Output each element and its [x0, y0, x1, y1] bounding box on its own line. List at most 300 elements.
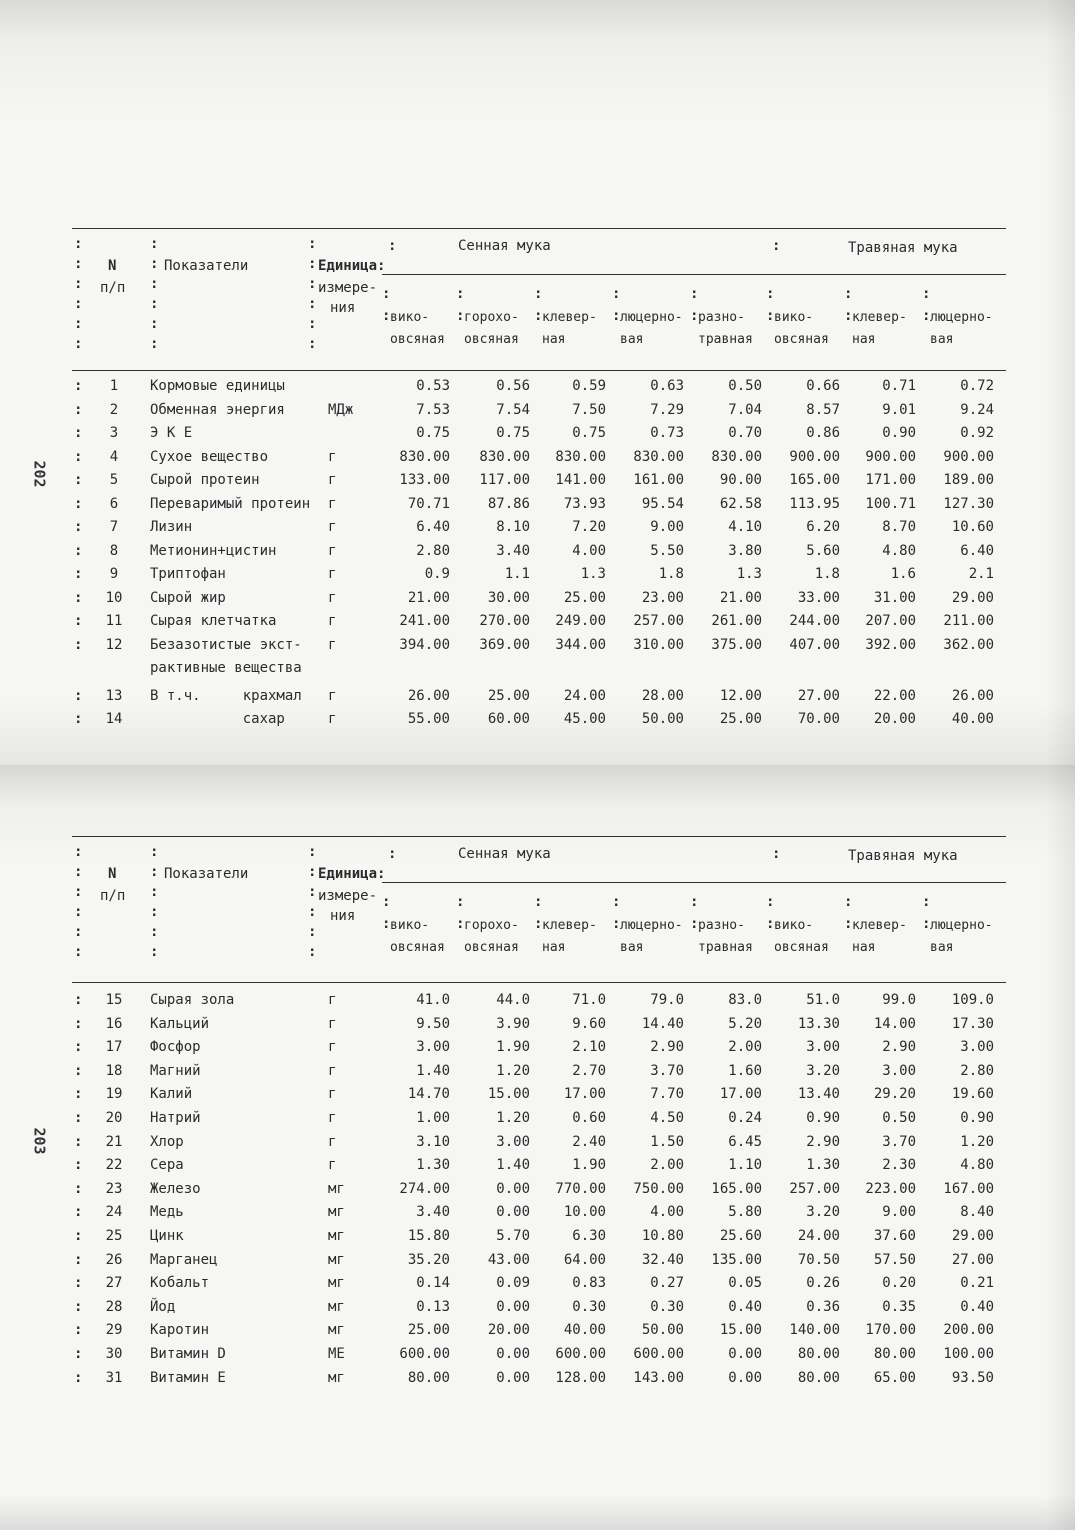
cell-value: 900.00 [865, 448, 916, 465]
cell-value: 51.0 [806, 992, 840, 1008]
column-separator: : [388, 238, 397, 254]
cell-value: 1.40 [416, 1062, 450, 1079]
cell-value: 62.58 [719, 495, 762, 512]
row-number: 30 [105, 1346, 123, 1362]
cell-value: 3.00 [496, 1133, 530, 1150]
row-separator: : [74, 711, 83, 727]
column-header-line2: травная [698, 332, 753, 347]
cell-value: 1.60 [728, 1062, 762, 1079]
cell-value: 14.40 [641, 1015, 684, 1032]
column-header-line2: вая [930, 940, 954, 955]
cell-value: 32.40 [641, 1251, 684, 1268]
table-row [72, 992, 1006, 1016]
cell-value: 57.50 [873, 1251, 916, 1268]
cell-value: 1.3 [736, 566, 762, 582]
row-separator: : [74, 1346, 83, 1362]
cell-value: 0.50 [882, 1110, 916, 1126]
cell-value: 0.56 [496, 378, 530, 394]
row-indicator: Лизин [150, 519, 193, 535]
cell-value: 4.10 [728, 519, 762, 535]
table-top [72, 228, 1006, 748]
cell-value: 0.75 [496, 425, 530, 441]
cell-value: 8.40 [960, 1204, 994, 1221]
cell-value: 189.00 [943, 472, 994, 488]
row-unit: мг [328, 1251, 345, 1268]
cell-value: 13.40 [797, 1086, 840, 1103]
cell-value: 161.00 [633, 472, 684, 488]
column-header-line1: люцерно- [930, 918, 993, 933]
cell-value: 3.40 [496, 542, 530, 559]
column-header-line2: вая [620, 332, 644, 347]
row-separator: : [74, 1228, 83, 1244]
cell-value: 12.00 [719, 687, 762, 704]
column-header-line1: клевер- [542, 310, 597, 325]
row-separator: : [74, 425, 83, 441]
column-separator: : [772, 846, 781, 862]
cell-value: 0.75 [572, 425, 606, 441]
column-separator: : [150, 336, 159, 352]
table-row [72, 1016, 1006, 1040]
column-separator: : [844, 308, 853, 324]
cell-value: 24.00 [563, 687, 606, 704]
row-separator: : [74, 1180, 83, 1197]
column-separator: : [308, 864, 317, 880]
row-unit: г [328, 542, 337, 559]
table-row [72, 1063, 1006, 1087]
column-header-line1: люцерно- [620, 310, 683, 325]
column-header-line2: вая [930, 332, 954, 347]
cell-value: 60.00 [487, 711, 530, 727]
column-separator: : [772, 238, 781, 254]
cell-value: 19.60 [951, 1086, 994, 1103]
row-indicator: Сырой жир [150, 589, 226, 606]
cell-value: 0.09 [496, 1275, 530, 1292]
column-header-line1: люцерно- [930, 310, 993, 325]
table-row [72, 637, 1006, 661]
cell-value: 3.10 [416, 1133, 450, 1150]
cell-value: 9.24 [960, 401, 994, 418]
row-unit: мг [328, 1369, 345, 1386]
cell-value: 0.86 [806, 425, 840, 441]
cell-value: 900.00 [943, 448, 994, 465]
cell-value: 3.90 [496, 1015, 530, 1032]
row-indicator: Фосфор [150, 1039, 201, 1056]
row-separator: : [74, 992, 83, 1008]
cell-value: 0.40 [728, 1298, 762, 1315]
table-row [72, 1370, 1006, 1394]
cell-value: 0.40 [960, 1298, 994, 1315]
cell-value: 5.70 [496, 1228, 530, 1244]
cell-value: 31.00 [873, 589, 916, 606]
row-unit: мг [328, 1298, 345, 1315]
page-number-bottom: 203 [30, 1127, 49, 1155]
cell-value: 2.90 [650, 1039, 684, 1056]
cell-value: 0.30 [572, 1298, 606, 1315]
column-separator: : [150, 944, 159, 960]
cell-value: 0.60 [572, 1110, 606, 1126]
table-row [72, 688, 1006, 712]
column-separator: : [690, 286, 699, 302]
column-separator: : [922, 286, 931, 302]
cell-value: 0.71 [882, 378, 916, 394]
cell-value: 0.24 [728, 1110, 762, 1126]
cell-value: 8.70 [882, 519, 916, 535]
column-separator: : [74, 844, 83, 860]
cell-value: 25.60 [719, 1228, 762, 1244]
row-unit: г [328, 1086, 337, 1103]
header-n: N [108, 258, 117, 274]
row-number: 2 [109, 401, 119, 418]
row-number: 23 [105, 1180, 123, 1197]
column-header-line1: вико- [390, 918, 430, 933]
row-unit: г [328, 495, 337, 512]
row-number: 8 [109, 542, 119, 559]
column-separator: : [308, 276, 317, 292]
cell-value: 23.00 [641, 589, 684, 606]
table-row [72, 496, 1006, 520]
row-number: 7 [109, 519, 119, 535]
row-indicator: Железо [150, 1180, 201, 1197]
cell-value: 3.00 [960, 1039, 994, 1056]
table-top-rule [72, 836, 1006, 837]
cell-value: 1.1 [504, 566, 530, 582]
cell-value: 770.00 [555, 1180, 606, 1197]
column-separator: : [150, 884, 159, 900]
column-header-line1: люцерно- [620, 918, 683, 933]
row-number: 14 [105, 711, 123, 727]
cell-value: 0.59 [572, 378, 606, 394]
cell-value: 0.83 [572, 1275, 606, 1292]
table-row [72, 1039, 1006, 1063]
row-indicator: Сера [150, 1157, 184, 1174]
cell-value: 1.40 [496, 1157, 530, 1174]
cell-value: 26.00 [951, 687, 994, 704]
column-separator: : [150, 296, 159, 312]
cell-value: 2.30 [882, 1157, 916, 1174]
column-header-line2: ная [542, 940, 566, 955]
cell-value: 0.90 [960, 1110, 994, 1126]
cell-value: 127.30 [943, 495, 994, 512]
cell-value: 6.45 [728, 1133, 762, 1150]
cell-value: 257.00 [789, 1180, 840, 1197]
cell-value: 20.00 [873, 711, 916, 727]
cell-value: 27.00 [797, 687, 840, 704]
column-separator: : [612, 286, 621, 302]
cell-value: 40.00 [951, 711, 994, 727]
cell-value: 4.80 [882, 542, 916, 559]
row-unit: г [328, 472, 337, 488]
cell-value: 830.00 [399, 448, 450, 465]
row-indicator: Хлор [150, 1133, 184, 1150]
column-header-line2: овсяная [774, 332, 829, 347]
column-separator: : [922, 894, 931, 910]
header-n: N [108, 866, 117, 882]
row-indicator: Марганец [150, 1251, 218, 1268]
cell-value: 9.60 [572, 1015, 606, 1032]
group-title-hay: Сенная мука [458, 846, 551, 862]
cell-value: 80.00 [797, 1346, 840, 1362]
column-separator: : [382, 894, 391, 910]
row-indicator: Сырая клетчатка [150, 613, 277, 629]
row-unit: г [328, 1133, 337, 1150]
row-separator: : [74, 1133, 83, 1150]
cell-value: 10.60 [951, 519, 994, 535]
table-row [72, 1322, 1006, 1346]
table-row [72, 1204, 1006, 1228]
header-bottom-rule [72, 370, 1006, 371]
table-row [72, 590, 1006, 614]
table-row [72, 613, 1006, 637]
row-separator: : [74, 472, 83, 488]
column-header-line1: разно- [698, 918, 745, 933]
row-unit: г [328, 519, 337, 535]
cell-value: 1.30 [806, 1157, 840, 1174]
cell-value: 90.00 [719, 472, 762, 488]
column-separator: : [844, 286, 853, 302]
row-number: 20 [105, 1110, 123, 1126]
header-unit-3: ния [330, 300, 356, 316]
row-number: 22 [105, 1157, 123, 1174]
row-indicator: Сухое вещество [150, 448, 269, 465]
binding-shadow [1045, 0, 1075, 1530]
cell-value: 900.00 [789, 448, 840, 465]
cell-value: 5.20 [728, 1015, 762, 1032]
row-indicator: Цинк [150, 1228, 184, 1244]
table-row [72, 1299, 1006, 1323]
cell-value: 257.00 [633, 613, 684, 629]
header-np: п/п [100, 888, 126, 904]
row-indicator: Переваримый протеин [150, 495, 311, 512]
column-separator: : [74, 336, 83, 352]
cell-value: 21.00 [407, 589, 450, 606]
column-header-line2: овсяная [464, 940, 519, 955]
cell-value: 6.30 [572, 1228, 606, 1244]
cell-value: 29.00 [951, 1228, 994, 1244]
column-header-line1: горохо- [464, 918, 519, 933]
cell-value: 0.00 [496, 1298, 530, 1315]
cell-value: 7.70 [650, 1086, 684, 1103]
column-separator: : [74, 884, 83, 900]
column-separator: : [150, 864, 159, 880]
cell-value: 128.00 [555, 1369, 606, 1386]
cell-value: 41.0 [416, 992, 450, 1008]
cell-value: 87.86 [487, 495, 530, 512]
header-unit: Единица: [318, 258, 386, 274]
cell-value: 143.00 [633, 1369, 684, 1386]
column-header-line2: овсяная [774, 940, 829, 955]
cell-value: 70.71 [407, 495, 450, 512]
cell-value: 165.00 [789, 472, 840, 488]
cell-value: 244.00 [789, 613, 840, 629]
row-unit: г [328, 687, 337, 704]
row-indicator: Триптофан [150, 566, 226, 582]
header-np: п/п [100, 280, 126, 296]
cell-value: 15.00 [719, 1322, 762, 1339]
table-row [72, 425, 1006, 449]
cell-value: 4.80 [960, 1157, 994, 1174]
column-separator: : [388, 846, 397, 862]
row-number: 6 [109, 495, 119, 512]
row-number: 29 [105, 1322, 123, 1339]
cell-value: 0.20 [882, 1275, 916, 1292]
row-unit: г [328, 636, 337, 653]
cell-value: 117.00 [479, 472, 530, 488]
row-number: 10 [105, 589, 123, 606]
cell-value: 6.40 [416, 519, 450, 535]
row-separator: : [74, 589, 83, 606]
table-row [72, 519, 1006, 543]
cell-value: 1.8 [658, 566, 684, 582]
cell-value: 5.80 [728, 1204, 762, 1221]
column-separator: : [308, 844, 317, 860]
cell-value: 133.00 [399, 472, 450, 488]
row-number: 12 [105, 636, 123, 653]
cell-value: 50.00 [641, 711, 684, 727]
cell-value: 95.54 [641, 495, 684, 512]
row-separator: : [74, 542, 83, 559]
cell-value: 71.0 [572, 992, 606, 1008]
row-number: 18 [105, 1062, 123, 1079]
cell-value: 15.00 [487, 1086, 530, 1103]
row-separator: : [74, 566, 83, 582]
cell-value: 73.93 [563, 495, 606, 512]
column-separator: : [308, 884, 317, 900]
group-divider-rule [382, 274, 1006, 275]
row-indicator: Сырой протеин [150, 472, 260, 488]
column-separator: : [308, 296, 317, 312]
cell-value: 40.00 [563, 1322, 606, 1339]
row-indicator: сахар [150, 711, 285, 727]
cell-value: 141.00 [555, 472, 606, 488]
cell-value: 241.00 [399, 613, 450, 629]
table-row [72, 543, 1006, 567]
row-indicator: Магний [150, 1062, 201, 1079]
cell-value: 3.00 [416, 1039, 450, 1056]
cell-value: 10.00 [563, 1204, 606, 1221]
cell-value: 211.00 [943, 613, 994, 629]
cell-value: 17.00 [719, 1086, 762, 1103]
table-row [72, 566, 1006, 590]
cell-value: 223.00 [865, 1180, 916, 1197]
row-unit: мг [328, 1228, 345, 1244]
cell-value: 0.26 [806, 1275, 840, 1292]
cell-value: 1.10 [728, 1157, 762, 1174]
column-separator: : [74, 276, 83, 292]
column-separator: : [308, 316, 317, 332]
cell-value: 3.00 [882, 1062, 916, 1079]
cell-value: 2.90 [806, 1133, 840, 1150]
cell-value: 50.00 [641, 1322, 684, 1339]
group-title-grass: Травяная мука [848, 848, 958, 864]
column-header-line2: ная [542, 332, 566, 347]
row-separator: : [74, 401, 83, 418]
cell-value: 2.1 [968, 566, 994, 582]
cell-value: 375.00 [711, 636, 762, 653]
row-indicator: Витамин Е [150, 1369, 226, 1386]
cell-value: 30.00 [487, 589, 530, 606]
row-number: 27 [105, 1275, 123, 1292]
cell-value: 170.00 [865, 1322, 916, 1339]
table-row [72, 378, 1006, 402]
cell-value: 0.63 [650, 378, 684, 394]
column-separator: : [456, 286, 465, 302]
column-separator: : [150, 924, 159, 940]
cell-value: 207.00 [865, 613, 916, 629]
column-separator: : [308, 336, 317, 352]
row-separator: : [74, 495, 83, 512]
column-separator: : [150, 276, 159, 292]
column-separator: : [844, 916, 853, 932]
row-separator: : [74, 613, 83, 629]
row-indicator: Безазотистые экст- [150, 636, 302, 653]
column-header-line2: вая [620, 940, 644, 955]
row-number: 5 [109, 472, 119, 488]
row-separator: : [74, 1157, 83, 1174]
cell-value: 14.70 [407, 1086, 450, 1103]
cell-value: 9.50 [416, 1015, 450, 1032]
column-separator: : [766, 308, 775, 324]
cell-value: 7.20 [572, 519, 606, 535]
row-separator: : [74, 519, 83, 535]
cell-value: 100.71 [865, 495, 916, 512]
cell-value: 1.3 [580, 566, 606, 582]
cell-value: 1.90 [496, 1039, 530, 1056]
cell-value: 25.00 [719, 711, 762, 727]
row-number: 11 [105, 613, 123, 629]
column-separator: : [150, 904, 159, 920]
cell-value: 270.00 [479, 613, 530, 629]
table-top-rule [72, 228, 1006, 229]
row-separator: : [74, 687, 83, 704]
cell-value: 830.00 [633, 448, 684, 465]
table-row [72, 1181, 1006, 1205]
cell-value: 7.54 [496, 401, 530, 418]
column-separator: : [74, 924, 83, 940]
column-header-line1: клевер- [852, 918, 907, 933]
cell-value: 200.00 [943, 1322, 994, 1339]
column-separator: : [308, 236, 317, 252]
cell-value: 0.00 [496, 1346, 530, 1362]
row-unit: мг [328, 1180, 345, 1197]
row-separator: : [74, 1298, 83, 1315]
column-separator: : [534, 308, 543, 324]
row-number: 1 [109, 378, 119, 394]
cell-value: 0.00 [496, 1204, 530, 1221]
cell-value: 55.00 [407, 711, 450, 727]
cell-value: 27.00 [951, 1251, 994, 1268]
cell-value: 26.00 [407, 687, 450, 704]
cell-value: 261.00 [711, 613, 762, 629]
cell-value: 3.80 [728, 542, 762, 559]
cell-value: 80.00 [797, 1369, 840, 1386]
row-number: 31 [105, 1369, 123, 1386]
cell-value: 7.04 [728, 401, 762, 418]
column-separator: : [74, 236, 83, 252]
table-row [72, 711, 1006, 735]
column-separator: : [690, 308, 699, 324]
cell-value: 830.00 [555, 448, 606, 465]
row-separator: : [74, 1110, 83, 1126]
column-separator: : [456, 916, 465, 932]
cell-value: 7.53 [416, 401, 450, 418]
column-header-line1: вико- [774, 918, 814, 933]
table-row-continuation [72, 660, 1006, 684]
cell-value: 43.00 [487, 1251, 530, 1268]
row-number: 16 [105, 1015, 123, 1032]
cell-value: 79.0 [650, 992, 684, 1008]
table-row [72, 1157, 1006, 1181]
row-number: 9 [109, 566, 119, 582]
